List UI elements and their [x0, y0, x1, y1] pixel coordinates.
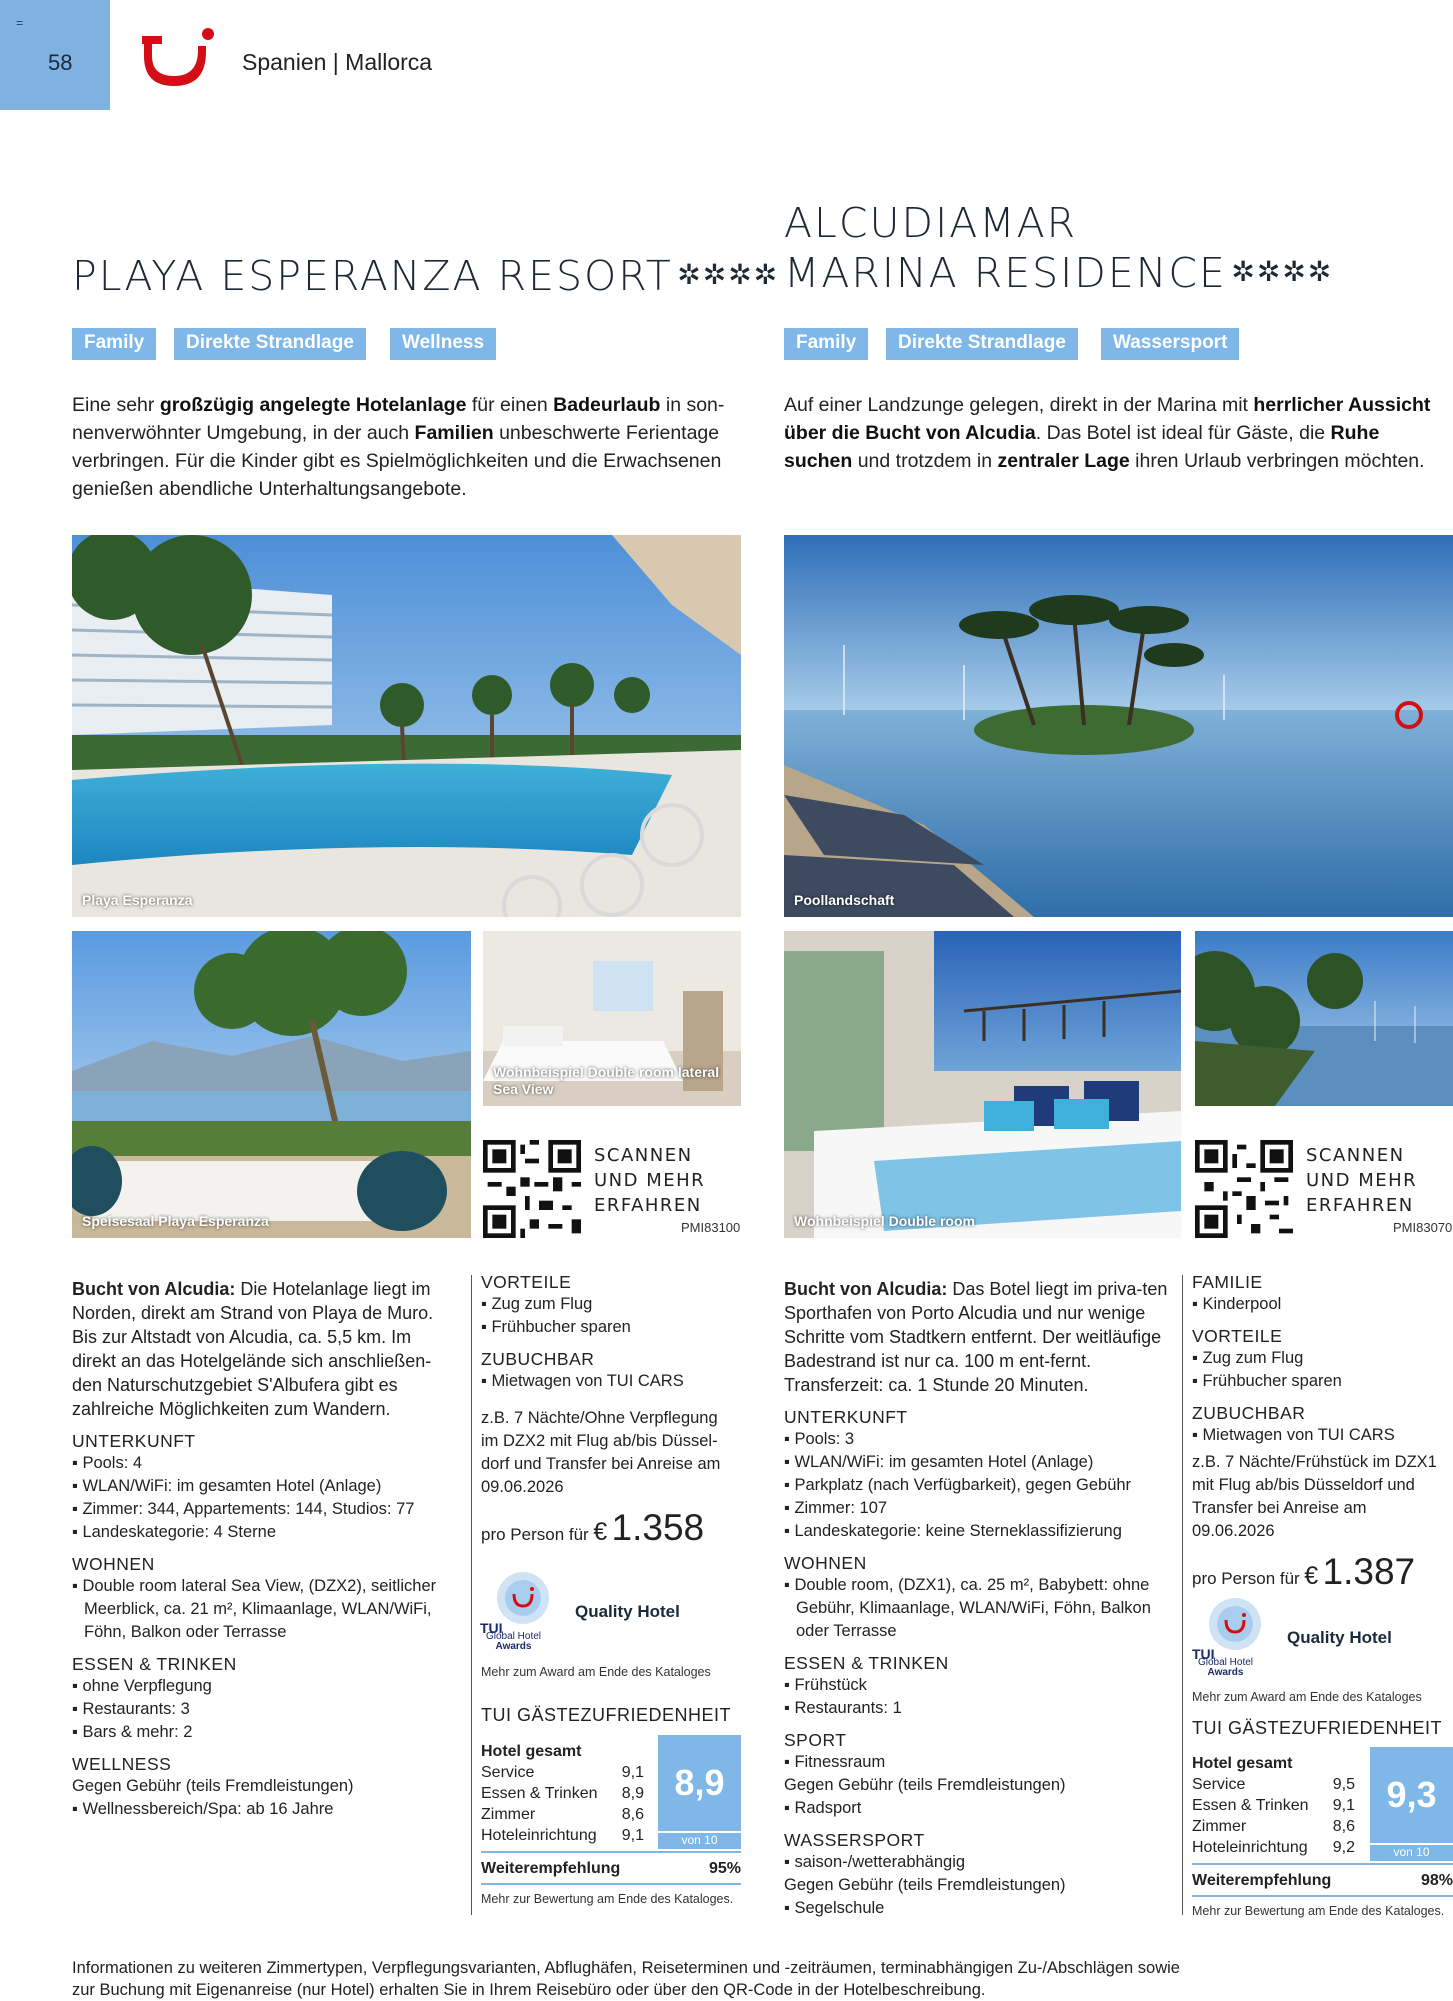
- list-item: ▪ Wellnessbereich/Spa: ab 16 Jahre: [72, 1800, 334, 1818]
- hotel2-room-photo-caption: Wohnbeispiel Double room: [794, 1213, 975, 1229]
- hotel2-title-block: [784, 199, 1333, 297]
- hotel2-award-note: Mehr zum Award am Ende des Kataloges: [1192, 1690, 1422, 1704]
- footer-note: Informationen zu weiteren Zimmertypen, Verpflegungsvarianten, Abflughäfen, Reiseterminen und -zeiträumen, terminabhängigen Zu-/Abschlägen sowie zur Buchung mit Eigenanreise (nur Hotel) erhalten Sie in Ihrem Reisebüro oder über den QR-Code in der Hotelbeschreibung.: [72, 1959, 1180, 1999]
- hotel1-intro: Eine sehr großzügig angelegte Hotelanlage für einen Badeurlaub in son-nenverwöhnter Umgebung, in der auch Familien unbeschwerte Ferientage verbringen. Für die Kinder gibt es Spielmöglichkeiten und die Erwachsenen genießen abendliche Unterhaltungsangebote.: [72, 394, 725, 500]
- hotel2-divider: [1192, 1895, 1453, 1897]
- hotel2-scan-text: SCANNEN UND MEHR ERFAHREN: [1306, 1145, 1418, 1216]
- tui-logo: [140, 26, 220, 90]
- hotel1-price-row: pro Person für € 1.358: [481, 1507, 705, 1548]
- hotel2-score-badge: 9,3: [1370, 1747, 1453, 1843]
- list-item: ▪ Fitnessraum: [784, 1753, 886, 1771]
- hotel1-vorteile-title: VORTEILE: [481, 1272, 572, 1292]
- list-item: ▪ Radsport: [784, 1799, 862, 1817]
- hotel1-room-photo: [483, 931, 741, 1106]
- table-row: Essen & Trinken 8,9: [481, 1785, 644, 1802]
- hotel2-title-line1: ALCUDIAMAR: [784, 199, 1078, 247]
- list-item: ▪ ohne Verpflegung: [72, 1677, 212, 1695]
- hotel1-quality-label: Quality Hotel: [575, 1602, 680, 1621]
- hotel2-sidebar: [1192, 1272, 1453, 1593]
- list-item: ▪ Double room lateral Sea View, (DZX2), seitlicher Meerblick, ca. 21 m², Klimaanlage, WLAN/WiFi, Föhn, Balkon oder Terrasse: [72, 1577, 437, 1641]
- hotel1-stars: ✲✲✲✲: [677, 259, 780, 290]
- page-marker: =: [16, 16, 24, 30]
- hotel1-divider: [481, 1851, 741, 1853]
- list-item: ▪ Double room, (DZX1), ca. 25 m², Babybett: ohne Gebühr, Klimaanlage, WLAN/WiFi, Föhn, Balkon oder Terrasse: [784, 1576, 1151, 1640]
- hotel1-pmi-code: PMI83100: [681, 1220, 741, 1235]
- hotel1-sidebar: [481, 1272, 741, 1549]
- list-item: ▪ Zimmer: 107: [784, 1499, 888, 1517]
- hotel1-essen-title: ESSEN & TRINKEN: [72, 1654, 237, 1674]
- hotel1-offer: z.B. 7 Nächte/Ohne Verpflegung im DZX2 mit Flug ab/bis Düssel-dorf und Transfer bei Anreise am 09.06.2026: [481, 1409, 721, 1496]
- hotel1-score-scale: von 10: [658, 1831, 741, 1849]
- list-item: ▪ Zug zum Flug: [481, 1295, 593, 1313]
- list-item: ▪ Parkplatz (nach Verfügbarkeit), gegen Gebühr: [784, 1476, 1132, 1494]
- hotel1-price: 1.358: [611, 1507, 705, 1548]
- list-item: ▪ Restaurants: 1: [784, 1699, 902, 1717]
- hotel2-vorteile-title: VORTEILE: [1192, 1326, 1283, 1346]
- hotel1-award-note: Mehr zum Award am Ende des Kataloges: [481, 1665, 711, 1679]
- hotel2-award-logo: TUI Global Hotel Awards: [1190, 1598, 1290, 1678]
- hotel2-title-line2: MARINA RESIDENCE: [784, 249, 1227, 297]
- list-item: ▪ Landeskategorie: keine Sterneklassifizierung: [784, 1522, 1122, 1540]
- hotel1-main-photo: [72, 535, 741, 917]
- hotel2-price: 1.387: [1322, 1551, 1416, 1592]
- hotel2-familie-title: FAMILIE: [1192, 1272, 1263, 1292]
- list-item: ▪ saison-/wetterabhängig: [784, 1853, 966, 1871]
- hotel2-unterkunft-title: UNTERKUNFT: [784, 1407, 908, 1427]
- hotel2-room-photo: [784, 931, 1181, 1238]
- table-row: Zimmer 8,6: [481, 1806, 644, 1823]
- table-row: Service 9,5: [1192, 1776, 1355, 1793]
- list-item: ▪ Pools: 4: [72, 1454, 143, 1472]
- hotel1-tag-wellness[interactable]: Wellness: [390, 328, 496, 360]
- hotel1-zubuchbar-title: ZUBUCHBAR: [481, 1349, 595, 1369]
- hotel2-stars: ✲✲✲✲: [1231, 256, 1334, 287]
- hotel1-recommendation: Weiterempfehlung 95%: [481, 1860, 741, 1877]
- table-row: Hoteleinrichtung 9,1: [481, 1827, 644, 1844]
- hotel1-main-photo-caption: Playa Esperanza: [82, 892, 193, 908]
- list-item: ▪ Landeskategorie: 4 Sterne: [72, 1523, 276, 1541]
- hotel2-score-scale: von 10: [1370, 1843, 1453, 1861]
- hotel1-details: [72, 1277, 457, 1821]
- hotel1-tag-beach[interactable]: Direkte Strandlage: [174, 328, 366, 360]
- table-row: Zimmer 8,6: [1192, 1818, 1355, 1835]
- table-row: Hoteleinrichtung 9,2: [1192, 1839, 1355, 1856]
- hotel1-wellness-title: WELLNESS: [72, 1754, 172, 1774]
- hotel1-divider: [481, 1883, 741, 1885]
- hotel2-price-row: pro Person für € 1.387: [1192, 1551, 1416, 1592]
- hotel2-offer: z.B. 7 Nächte/Frühstück im DZX1 mit Flug ab/bis Düsseldorf und Transfer bei Anreise am 09.06.2026: [1192, 1453, 1437, 1540]
- list-item: ▪ Segelschule: [784, 1899, 885, 1917]
- hotel2-pmi-code: PMI83070: [1393, 1220, 1453, 1235]
- hotel2-wassersport-note: Gegen Gebühr (teils Fremdleistungen): [784, 1876, 1066, 1894]
- hotel1-scan-text: SCANNEN UND MEHR ERFAHREN: [594, 1145, 706, 1216]
- page-number: 58: [48, 50, 73, 75]
- list-item: ▪ Bars & mehr: 2: [72, 1723, 193, 1741]
- list-item: ▪ Frühbucher sparen: [481, 1318, 631, 1336]
- list-item: ▪ Frühstück: [784, 1676, 867, 1694]
- hotel1-lead: Bucht von Alcudia: Die Hotelanlage liegt im Norden, direkt am Strand von Playa de Muro. Bis zur Altstadt von Alcudia, ca. 5,5 km. Im direkt an das Hotelgelände sich anschließen-den Naturschutzgebiet S'Albufera gibt es zahlreiche Möglichkeiten zum Wandern.: [72, 1279, 434, 1419]
- hotel1-tag-family[interactable]: Family: [72, 328, 156, 360]
- hotel2-rating-note: Mehr zur Bewertung am Ende des Kataloges.: [1192, 1904, 1445, 1918]
- page-number-box: [0, 0, 110, 110]
- list-item: ▪ Frühbucher sparen: [1192, 1372, 1342, 1390]
- hotel2-intro: Auf einer Landzunge gelegen, direkt in der Marina mit herrlicher Aussicht über die Bucht von Alcudia. Das Botel ist ideal für Gäste, die Ruhe suchen und trotzdem in zentraler Lage ihren Urlaub verbringen möchten.: [784, 394, 1431, 472]
- hotel2-satisfaction-title: TUI GÄSTEZUFRIEDENHEIT: [1192, 1718, 1443, 1738]
- hotel2-tag-watersport[interactable]: Wassersport: [1101, 328, 1239, 360]
- list-item: ▪ WLAN/WiFi: im gesamten Hotel (Anlage): [72, 1477, 382, 1495]
- hotel1-satisfaction-title: TUI GÄSTEZUFRIEDENHEIT: [481, 1705, 732, 1725]
- hotel1-unterkunft-title: UNTERKUNFT: [72, 1431, 196, 1451]
- hotel1-wohnen-title: WOHNEN: [72, 1554, 155, 1574]
- list-item: ▪ Pools: 3: [784, 1430, 855, 1448]
- hotel2-main-photo: [784, 535, 1453, 917]
- hotel2-satisfaction-table: Hotel gesamt Service 9,5 Essen & Trinken 9,1 Zimmer 8,6 Hoteleinrichtung 9,2: [1192, 1755, 1355, 1856]
- hotel1-qr-code[interactable]: [483, 1140, 581, 1238]
- hotel2-divider: [1192, 1863, 1453, 1865]
- hotel2-tag-family[interactable]: Family: [784, 328, 868, 360]
- hotel1-room-photo-caption: Wohnbeispiel Double room lateral Sea View: [493, 1064, 720, 1097]
- header-location: Spanien | Mallorca: [242, 49, 433, 75]
- hotel2-main-photo-caption: Poollandschaft: [794, 892, 895, 908]
- list-item: ▪ Zimmer: 344, Appartements: 144, Studios: 77: [72, 1500, 415, 1518]
- hotel1-score-badge: 8,9: [658, 1735, 741, 1831]
- hotel2-quality-label: Quality Hotel: [1287, 1628, 1392, 1647]
- list-item: ▪ Restaurants: 3: [72, 1700, 190, 1718]
- hotel2-details: [784, 1277, 1174, 1920]
- hotel1-satisfaction-table: Hotel gesamt Service 9,1 Essen & Trinken 8,9 Zimmer 8,6 Hoteleinrichtung 9,1: [481, 1743, 644, 1844]
- hotel2-essen-title: ESSEN & TRINKEN: [784, 1653, 949, 1673]
- hotel2-sport-note: Gegen Gebühr (teils Fremdleistungen): [784, 1776, 1066, 1794]
- hotel1-title: PLAYA ESPERANZA RESORT: [72, 252, 673, 300]
- list-item: ▪ Kinderpool: [1192, 1295, 1282, 1313]
- hotel1-column-divider: [471, 1275, 472, 1915]
- list-item: ▪ WLAN/WiFi: im gesamten Hotel (Anlage): [784, 1453, 1094, 1471]
- list-item: ▪ Mietwagen von TUI CARS: [1192, 1426, 1395, 1444]
- hotel1-wellness-note: Gegen Gebühr (teils Fremdleistungen): [72, 1777, 354, 1795]
- hotel2-sport-title: SPORT: [784, 1730, 847, 1750]
- table-row: Essen & Trinken 9,1: [1192, 1797, 1355, 1814]
- list-item: ▪ Mietwagen von TUI CARS: [481, 1372, 684, 1390]
- hotel2-wohnen-title: WOHNEN: [784, 1553, 867, 1573]
- list-item: ▪ Zug zum Flug: [1192, 1349, 1304, 1367]
- hotel2-lead: Bucht von Alcudia: Das Botel liegt im priva-ten Sporthafen von Porto Alcudia und nur wenige Schritte vom Stadtkern entfernt. Der weitläufige Badestrand ist nur ca. 100 m ent-fernt. Transferzeit: ca. 1 Stunde 20 Minuten.: [784, 1279, 1168, 1395]
- hotel2-recommendation: Weiterempfehlung 98%: [1192, 1872, 1453, 1889]
- hotel2-qr-code[interactable]: [1195, 1140, 1293, 1238]
- hotel1-award-logo: TUI Global Hotel Awards: [478, 1572, 578, 1652]
- hotel1-title-row: [72, 252, 779, 300]
- hotel2-tag-beach[interactable]: Direkte Strandlage: [886, 328, 1078, 360]
- hotel2-marina-photo: [1195, 931, 1453, 1106]
- hotel1-dining-photo: [72, 931, 471, 1238]
- hotel1-rating-note: Mehr zur Bewertung am Ende des Kataloges.: [481, 1892, 734, 1906]
- hotel1-dining-photo-caption: Speisesaal Playa Esperanza: [82, 1213, 269, 1229]
- table-row: Service 9,1: [481, 1764, 644, 1781]
- hotel2-zubuchbar-title: ZUBUCHBAR: [1192, 1403, 1306, 1423]
- hotel2-wassersport-title: WASSERSPORT: [784, 1830, 925, 1850]
- hotel2-column-divider: [1182, 1275, 1183, 1915]
